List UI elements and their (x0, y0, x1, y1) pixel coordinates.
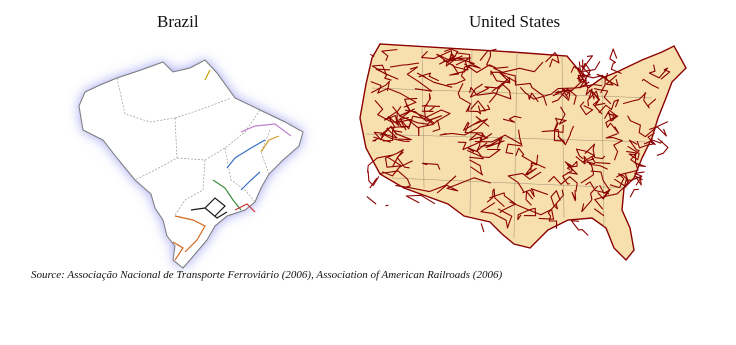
source-citation: Source: Associação Nacional de Transporte Ferroviário (2006), Association of American Railroads (2006) (31, 269, 503, 281)
rail-line (386, 205, 389, 206)
us-rail-map (352, 38, 692, 268)
rail-line (630, 189, 639, 197)
rail-line (610, 49, 622, 74)
rail-line (367, 197, 376, 205)
rail-line (657, 122, 668, 136)
brazil-map-title: Brazil (157, 12, 199, 31)
us-map-title: United States (469, 12, 561, 31)
brazil-outline (79, 60, 303, 268)
rail-line (481, 223, 484, 232)
brazil-rail-map (55, 40, 320, 275)
rail-line (571, 221, 588, 236)
